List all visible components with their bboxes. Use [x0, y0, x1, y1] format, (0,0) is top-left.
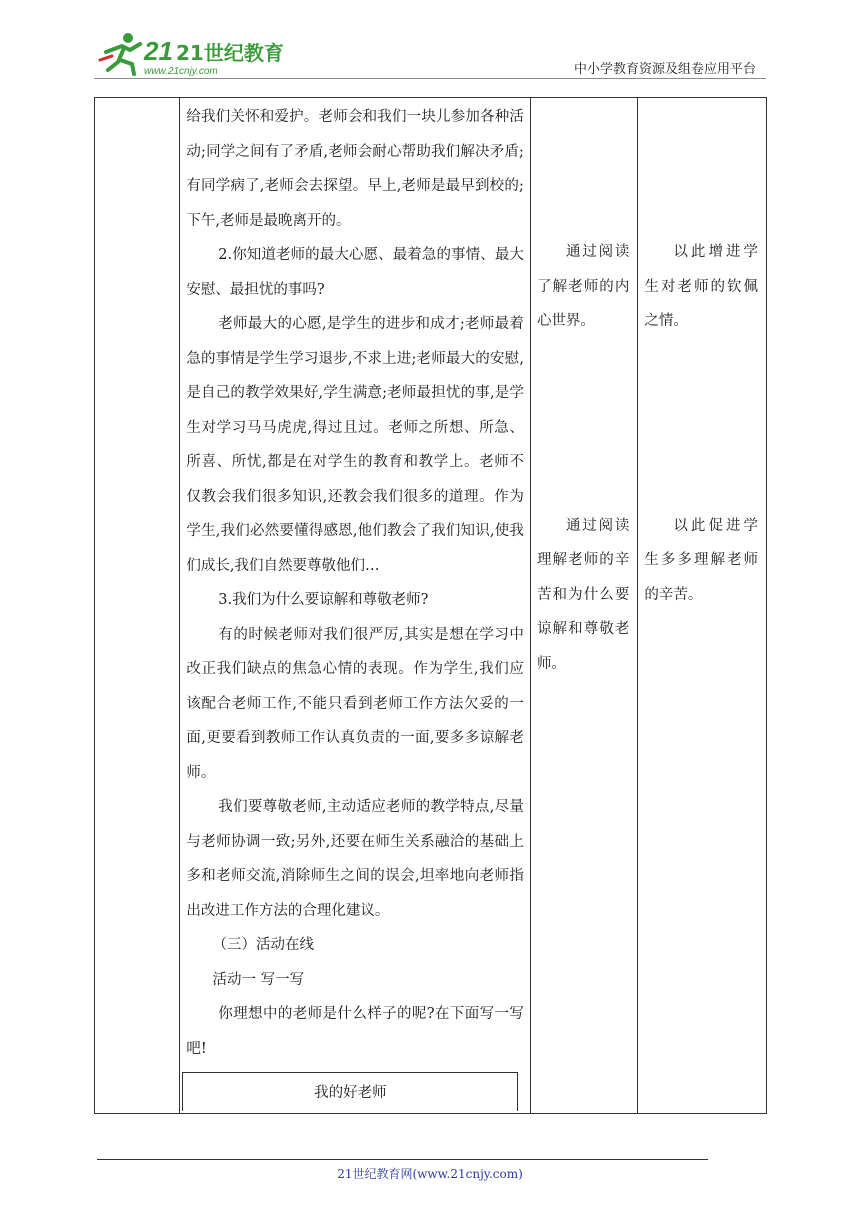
intent-note-b: 以此促进学生多多理解老师的辛苦。 — [644, 517, 758, 603]
svg-text:21世纪教育: 21世纪教育 — [176, 41, 284, 65]
footer-divider — [97, 1159, 708, 1160]
paragraph-strict: 有的时候老师对我们很严厉,其实是想在学习中改正我们缺点的焦急心情的表现。作为学生,我们应该配合老师工作,不能只看到老师工作方法欠妥的一面,更要看到教师工作认真负责的一面,要多多谅解老师。 — [186, 626, 524, 781]
my-good-teacher-box — [182, 1072, 518, 1111]
paragraph-prompt: 你理想中的老师是什么样子的呢?在下面写一写吧! — [186, 1006, 524, 1057]
intent-note-a: 以此增进学生对老师的钦佩之情。 — [644, 244, 758, 329]
site-logo — [96, 30, 284, 78]
design-intent-cell — [638, 98, 767, 1114]
svg-text:21: 21 — [144, 36, 173, 66]
lesson-table — [94, 97, 767, 1114]
header-divider — [94, 78, 766, 79]
platform-name: 中小学教育资源及组卷应用平台 — [573, 62, 756, 77]
section-heading: （三）活动在线 — [212, 937, 314, 953]
question-3: 3.我们为什么要谅解和尊敬老师? — [218, 592, 429, 608]
paragraph-care: 给我们关怀和爱护。老师会和我们一块儿参加各种活动;同学之间有了矛盾,老师会耐心帮助我们解决矛盾;有同学病了,老师会去探望。早上,老师是最早到校的;下午,老师是最晚离开的。 — [186, 109, 524, 229]
activity-heading: 活动一 写一写 — [212, 971, 305, 988]
teaching-content-cell — [180, 98, 531, 1114]
paragraph-respect: 我们要尊敬老师,主动适应老师的教学特点,尽量与老师协调一致;另外,还要在师生关系融洽的基础上多和老师交流,消除师生之间的误会,坦率地向老师指出改进工作方法的合理化建议。 — [186, 799, 524, 919]
question-2: 2.你知道老师的最大心愿、最着急的事情、最大安慰、最担忧的事吗? — [186, 247, 524, 298]
running-figure-icon — [100, 33, 140, 74]
activity-note-a: 通过阅读了解老师的内心世界。 — [536, 244, 630, 329]
empty-stage-cell — [95, 98, 180, 1114]
activity-note-b: 通过阅读理解老师的辛苦和为什么要谅解和尊敬老师。 — [536, 517, 630, 672]
page-header — [0, 0, 860, 90]
student-activity-cell — [530, 98, 637, 1114]
footer-link[interactable]: 21世纪教育网(www.21cnjy.com) — [337, 1167, 523, 1181]
svg-text:www.21cnjy.com: www.21cnjy.com — [144, 66, 218, 77]
box-title: 我的好老师 — [314, 1085, 387, 1101]
paragraph-wishes: 老师最大的心愿,是学生的进步和成才;老师最着急的事情是学生学习退步,不求上进;老师最大的安慰,是自己的教学效果好,学生满意;老师最担忧的事,是学生对学习马马虎虎,得过且过。老师之所想、所急、所喜、所忧,都是在对学生的教育和教学上。老师不仅教会我们很多知识,还教会我们很多的道理。作为学生,我们必然要懂得感恩,他们教会了我们知识,使我们成长,我们自然要尊敬他们… — [186, 316, 524, 574]
